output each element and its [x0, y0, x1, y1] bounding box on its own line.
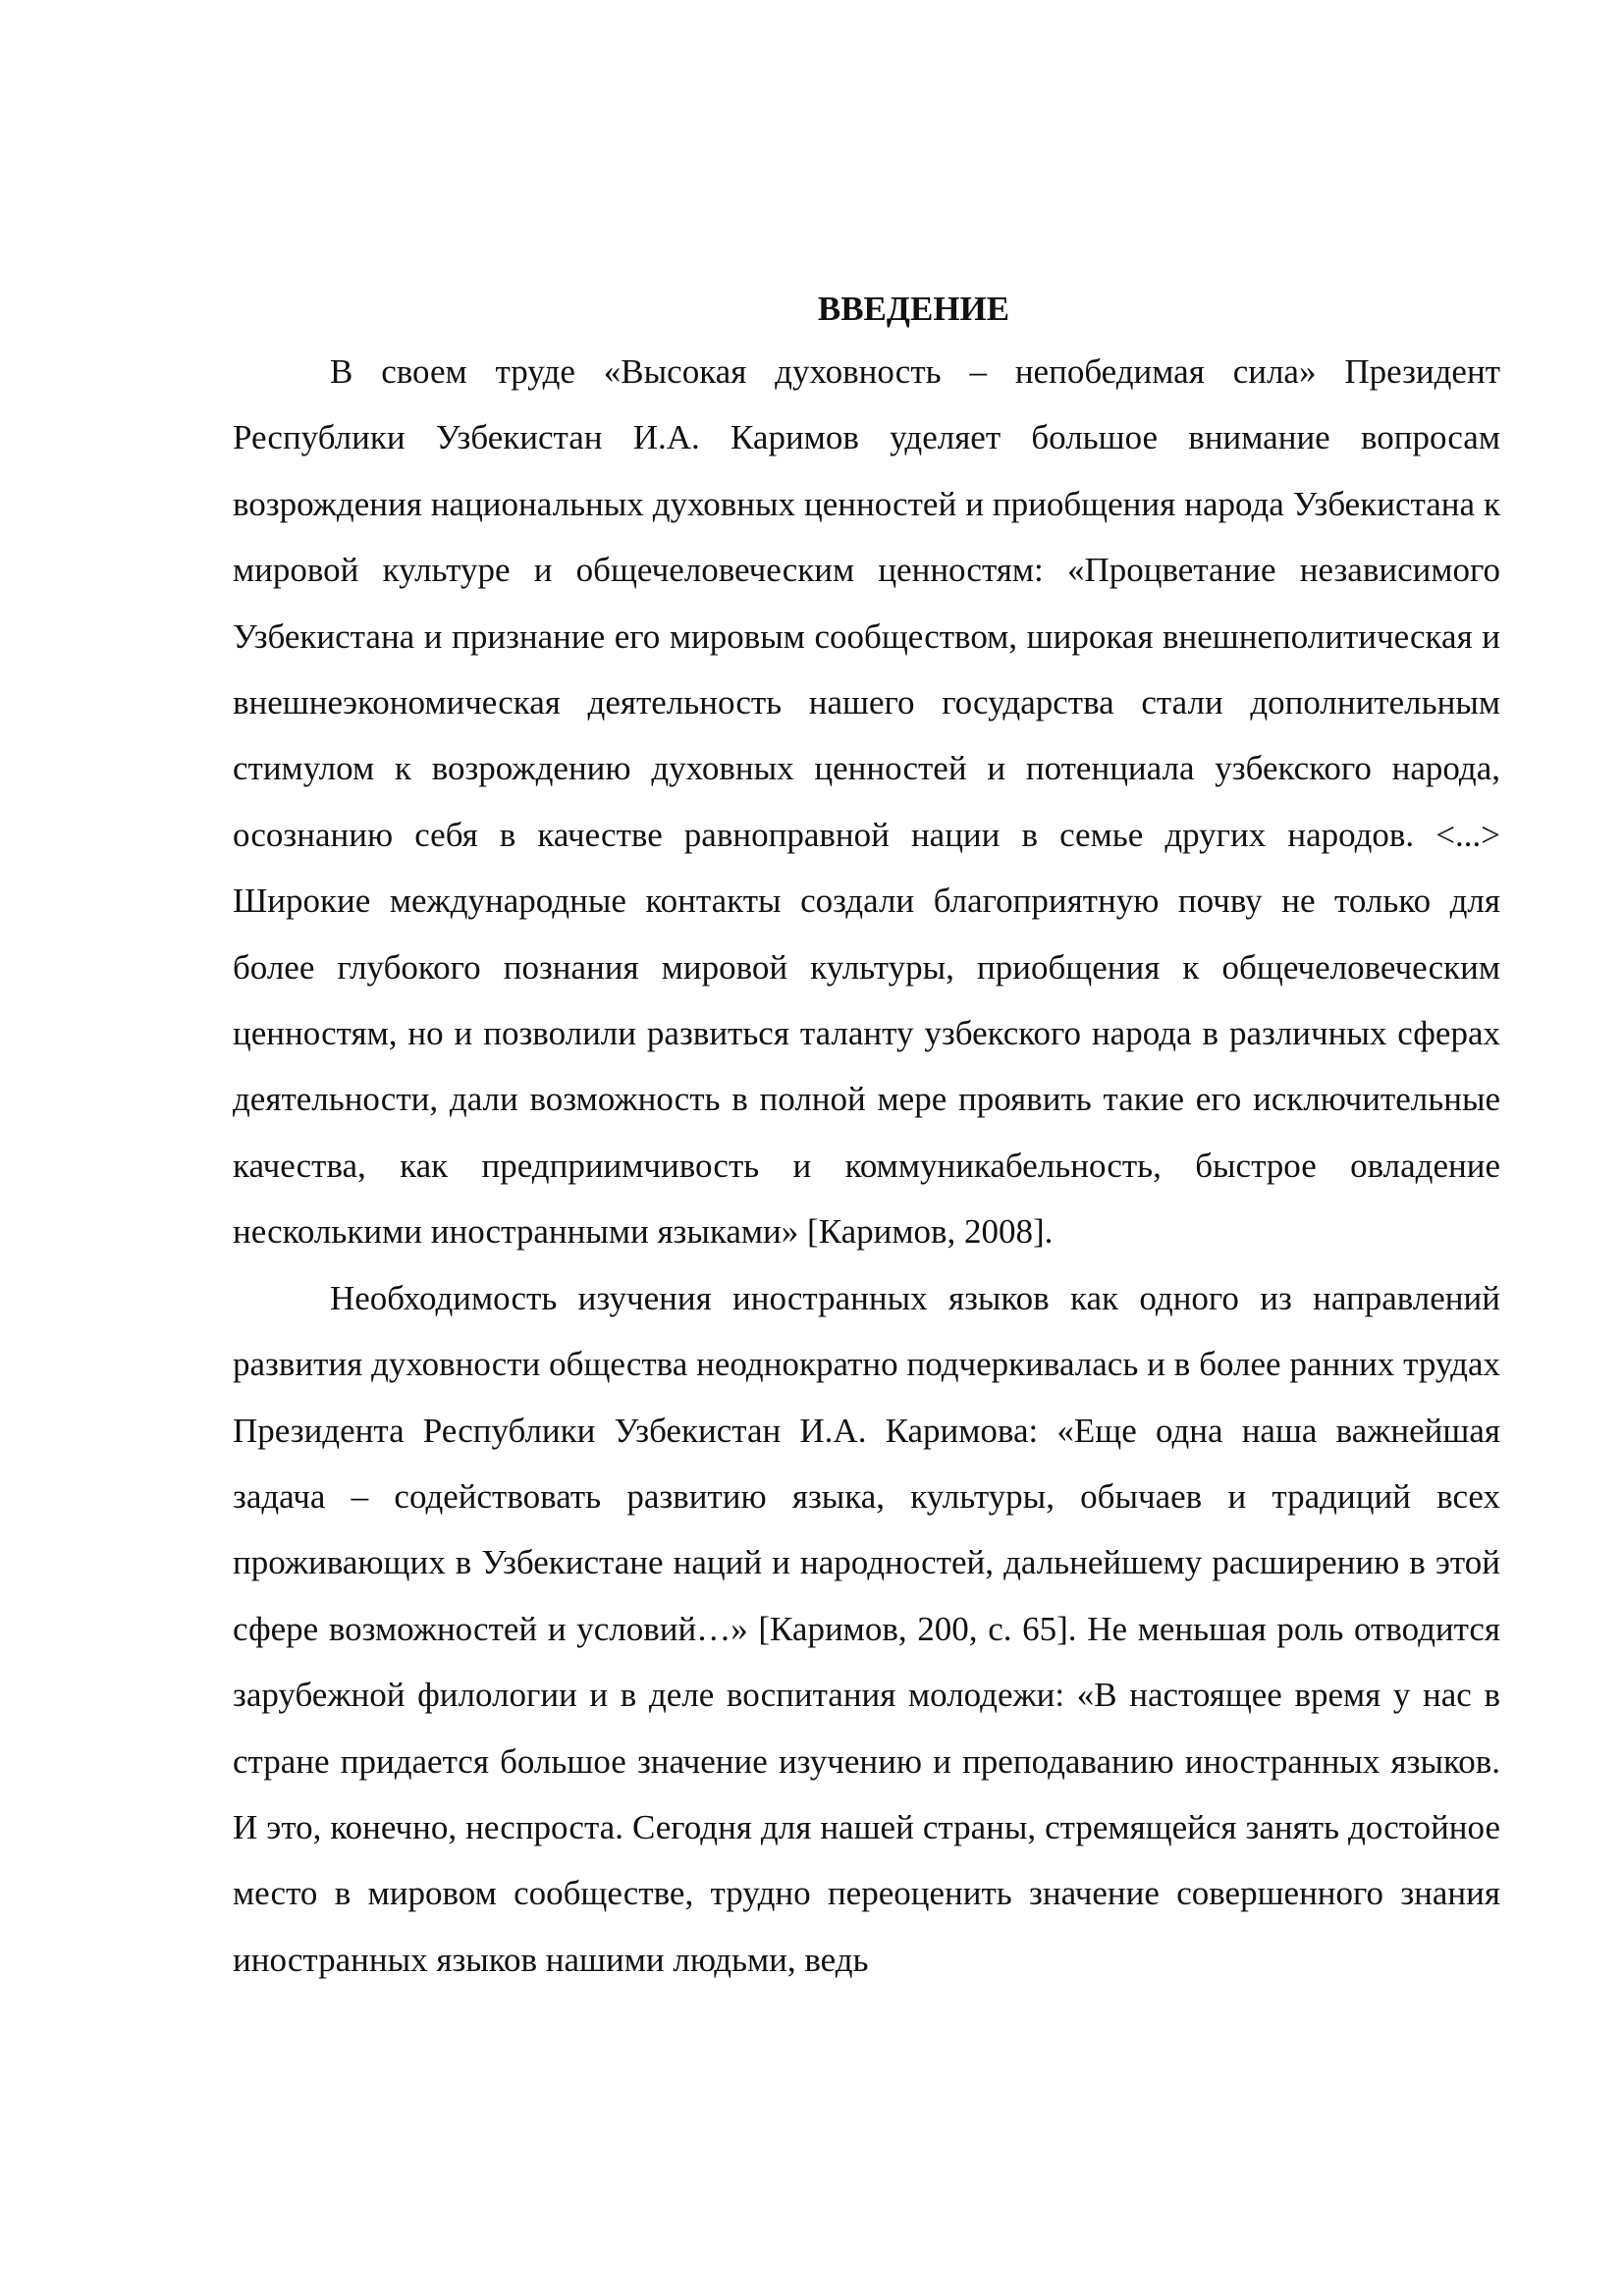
paragraph-1: В своем труде «Высокая духовность – непобедимая сила» Президент Республики Узбекистан И.А. Каримов уделяет большое внимание вопросам возрождения национальных духовных ценностей и приобщения народа Узбекистана к мировой культуре и общечеловеческим ценностям: «Процветание независимого Узбекистана и признание его мировым сообществом, широкая внешнеполитическая и внешнеэкономическая деятельность нашего государства стали дополнительным стимулом к возрождению духовных ценностей и потенциала узбекского народа, осознанию себя в качестве равноправной нации в семье других народов. <...> Широкие международные контакты создали благоприятную почву не только для более глубокого познания мировой культуры, приобщения к общечеловеческим ценностям, но и позволили развиться таланту узбекского народа в различных сферах деятельности, дали возможность в полной мере проявить такие его исключительные качества, как предприимчивость и коммуникабельность, быстрое овладение несколькими иностранными языками» [Каримов, 2008]. [233, 352, 1500, 1252]
document-body [233, 280, 1500, 1993]
paragraph-2: Необходимость изучения иностранных языков как одного из направлений развития духовности общества неоднократно подчеркивалась и в более ранних трудах Президента Республики Узбекистан И.А. Каримова: «Еще одна наша важнейшая задача – содействовать развитию языка, культуры, обычаев и традиций всех проживающих в Узбекистане наций и народностей, дальнейшему расширению в этой сфере возможностей и условий…» [Каримов, 200, с. 65]. Не меньшая роль отводится зарубежной филологии и в деле воспитания молодежи: «В настоящее время у нас в стране придается большое значение изучению и преподаванию иностранных языков. И это, конечно, неспроста. Сегодня для нашей страны, стремящейся занять достойное место в мировом сообществе, трудно переоценить значение совершенного знания иностранных языков нашими людьми, ведь [233, 1278, 1500, 1979]
page-title: ВВЕДЕНИЕ [817, 290, 1010, 328]
